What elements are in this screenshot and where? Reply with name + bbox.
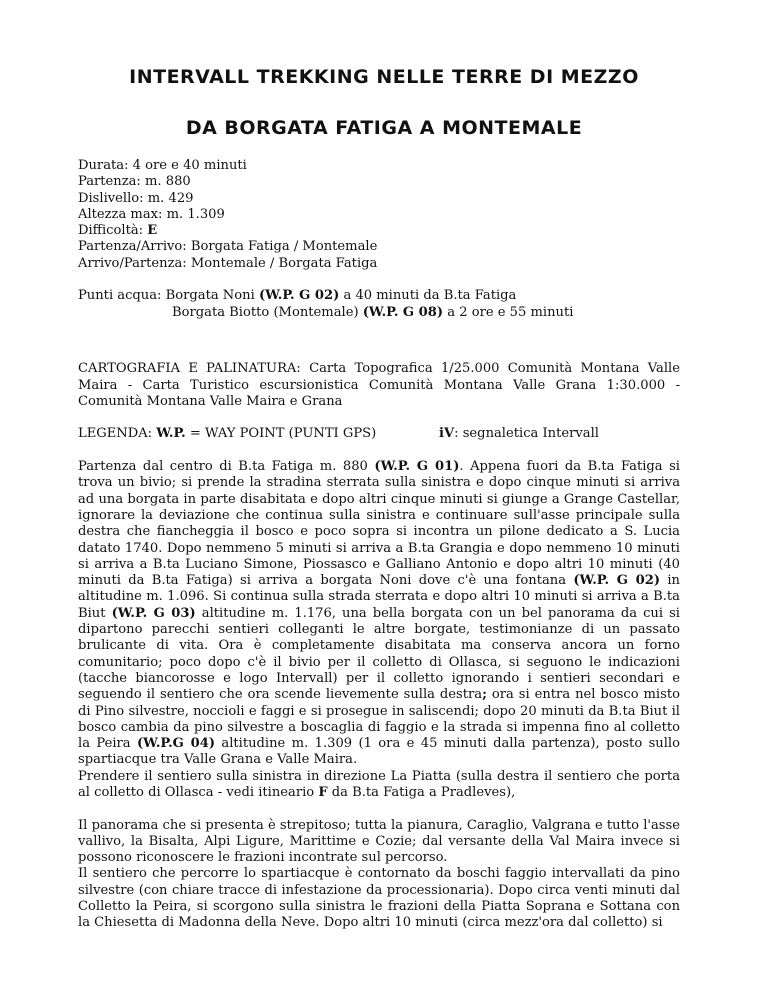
waypoint-label: (W.P. G 08) xyxy=(362,304,444,320)
route-text: altitudine m. 1.176, una bella borgata con un bel panorama da cui si dipartono parecchi sentieri colleganti le altre borgate, testimonianze di un passato brulicante di vita. Ora è completamente disabitata ma conserva ancora un forno comunitario; poco dopo c'è il bivio per il colletto di Ollasca, si seguono le indicazioni (tacche biancorosse e logo Intervall) per il colletto ignorando i sentieri secondari e seguendo il sentiero che ora scende lievemente sulla destra xyxy=(78,605,680,703)
info-partenza: Partenza: m. 880 xyxy=(78,174,191,190)
legend-text: : segnaletica Intervall xyxy=(454,426,599,442)
legend-row xyxy=(78,426,680,442)
waypoint-label: (W.P. G 02) xyxy=(573,573,661,589)
info-altezza: Altezza max: m. 1.309 xyxy=(78,206,225,222)
spacer xyxy=(78,443,680,459)
water-text: Punti acqua: Borgata Noni xyxy=(78,288,259,304)
info-partenza-arrivo: Partenza/Arrivo: Borgata Fatiga / Montemale xyxy=(78,239,378,255)
waypoint-label: (W.P. G 02) xyxy=(258,288,340,304)
ridge-paragraph: Il sentiero che percorre lo spartiacque è contornato da boschi faggio intervallati da pino silvestre (con chiare tracce di infestazione da processionaria). Dopo circa venti minuti dal Colletto la Peira, si scorgono sulla sinistra le frazioni della Piatta Soprana e Sottana con la Chiesetta di Madonna della Neve. Dopo altri 10 minuti (circa mezz'ora dal colletto) si xyxy=(78,866,680,931)
legend-key: W.P. xyxy=(156,426,186,442)
spacer xyxy=(78,410,680,426)
water-points xyxy=(78,288,680,321)
legend-key: iV xyxy=(439,426,455,442)
panorama-paragraph: Il panorama che si presenta è strepitoso; tutta la pianura, Caraglio, Valgrana e tutto l'asse vallivo, la Bisalta, Alpi Ligure, Marittime e Cozie; dal versante della Val Maira invece si possono riconoscere le frazioni incontrate sul percorso. xyxy=(78,817,680,866)
difficolta-value: E xyxy=(147,223,158,239)
difficolta-label: Difficoltà: xyxy=(78,223,148,239)
route-text: ora si entra nel bosco misto di Pino silvestre, noccioli e faggi e si prosegue in saliscendi; dopo 20 minuti da B.ta Biut il bosco cambia da pino silvestre a boscaglia di faggio e la strada si impenna fino al colletto la Peira xyxy=(78,687,680,752)
waypoint-label: (W.P.G 04) xyxy=(136,736,216,752)
legend-text: LEGENDA: xyxy=(78,426,157,442)
itinerary-key: F xyxy=(318,784,328,800)
info-block xyxy=(78,158,680,272)
legend-signage xyxy=(439,426,599,442)
cartografia-paragraph: CARTOGRAFIA E PALINATURA: Carta Topografica 1/25.000 Comunità Montana Valle Maira - Carta Turistico escursionistica Comunità Montana Valle Grana 1:30.000 - Comunità Montana Valle Maira e Grana xyxy=(78,361,680,409)
title-line-1: INTERVALL TREKKING NELLE TERRE DI MEZZO xyxy=(129,66,639,88)
info-arrivo-partenza: Arrivo/Partenza: Montemale / Borgata Fatiga xyxy=(78,255,378,271)
route-paragraph-1 xyxy=(78,459,680,769)
water-point-2 xyxy=(78,305,680,321)
info-difficolta xyxy=(78,223,680,239)
title-line-2: DA BORGATA FATIGA A MONTEMALE xyxy=(185,117,583,139)
route-text: Partenza dal centro di B.ta Fatiga m. 880 xyxy=(78,459,375,475)
route-paragraph-2 xyxy=(78,769,680,802)
route-text: Prendere il sentiero sulla sinistra in direzione La Piatta (sulla destra il sentiero che porta al colletto di Ollasca - vedi itineario xyxy=(78,768,680,800)
spacer xyxy=(78,801,680,817)
water-point-1 xyxy=(78,288,680,304)
info-dislivello: Dislivello: m. 429 xyxy=(78,190,194,206)
info-durata: Durata: 4 ore e 40 minuti xyxy=(78,158,247,173)
spacer xyxy=(78,345,680,361)
spacer xyxy=(78,272,680,288)
water-text: Borgata Biotto (Montemale) xyxy=(172,304,363,320)
route-text: . Appena fuori da B.ta Fatiga si trova un bivio; si prende la stradina sterrata sulla sinistra e dopo cinque minuti si arriva ad una borgata in parte disabitata e dopo altri cinque minuti si giunge a Grange Castellar, ignorare la deviazione che continua sulla sinistra e continuare sull'asse principale sulla destra che fiancheggia il bosco e poco sopra si incontra un pilone dedicato a S. Lucia datato 1740. Dopo nemmeno 5 minuti si arriva a B.ta Grangia e dopo nemmeno 10 minuti si arriva a B.ta Luciano Simone, Piossasco e Galliano Antonio e dopo altri 10 minuti (40 minuti da B.ta Fatiga) si arriva a borgata Noni dove c'è una fontana xyxy=(78,459,680,589)
water-text: a 40 minuti da B.ta Fatiga xyxy=(339,288,517,304)
waypoint-label: (W.P. G 03) xyxy=(111,605,196,621)
document-body xyxy=(78,158,680,932)
spacer xyxy=(78,321,680,345)
waypoint-label: (W.P. G 01) xyxy=(374,459,460,475)
water-text: a 2 ore e 55 minuti xyxy=(443,304,574,320)
legend-waypoint xyxy=(78,426,439,442)
legend-text: = WAY POINT (PUNTI GPS) xyxy=(185,426,377,442)
semicolon: ; xyxy=(482,687,487,703)
route-text: da B.ta Fatiga a Pradleves), xyxy=(327,784,516,800)
route-text: in altitudine m. 1.096. Si continua sulla strada sterrata e dopo altri 10 minuti si arriva a B.ta Biut xyxy=(78,573,680,621)
route-text: altitudine m. 1.309 (1 ora e 45 minuti dalla partenza), posto sullo spartiacque tra Valle Grana e Valle Maira. xyxy=(78,736,680,768)
